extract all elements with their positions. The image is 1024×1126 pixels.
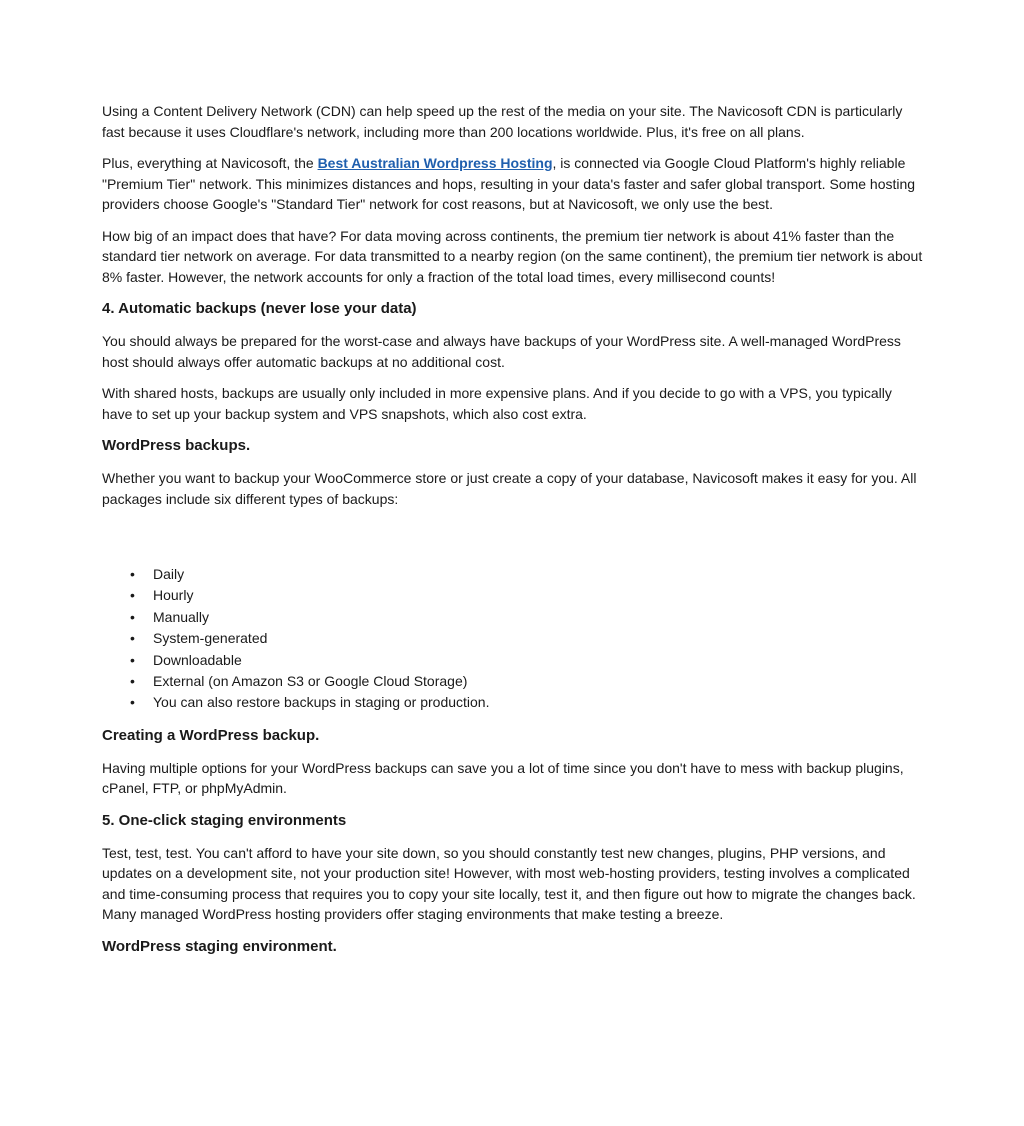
wordpress-staging-heading: WordPress staging environment. <box>102 937 337 955</box>
list-item: • Manually <box>153 607 924 628</box>
premium-tier-text-end: , is connected via Google Cloud Platform's highly reliable "Premium Tier" network. This minimizes distances and hops, resulting in your data's faster and safer global transport. Some hosting providers choose Google's "Standard Tier" network for cost reasons, but at Navicosoft, we only use the best. <box>102 155 916 212</box>
premium-tier-paragraph <box>102 153 924 215</box>
list-item: • Daily <box>153 564 924 585</box>
bullet-icon: • <box>130 608 135 625</box>
backup-types-list <box>102 564 924 714</box>
backups-intro-paragraph: You should always be prepared for the worst-case and always have backups of your WordPress site. A well-managed WordPress host should always offer automatic backups at no additional cost. <box>102 333 901 370</box>
list-item: • External (on Amazon S3 or Google Cloud Storage) <box>153 671 924 692</box>
cdn-paragraph: Using a Content Delivery Network (CDN) can help speed up the rest of the media on your site. The Navicosoft CDN is particularly fast because it uses Cloudflare's network, including more than 200 locations worldwide. Plus, it's free on all plans. <box>102 103 903 140</box>
bullet-icon: • <box>130 566 135 582</box>
list-item: • System-generated <box>153 628 924 649</box>
best-australian-wordpress-hosting-link[interactable]: Best Australian Wordpress Hosting <box>317 155 553 171</box>
spacer <box>102 520 924 564</box>
bullet-icon: • <box>130 673 135 690</box>
list-item: • Hourly <box>153 585 924 606</box>
backup-options-paragraph: Having multiple options for your WordPress backups can save you a lot of time since you don't have to mess with backup plugins, cPanel, FTP, or phpMyAdmin. <box>102 759 904 797</box>
bullet-icon: • <box>130 694 135 711</box>
list-item: • Downloadable <box>153 650 924 671</box>
premium-tier-text-start: Plus, everything at Navicosoft, the <box>102 155 318 171</box>
list-item: • You can also restore backups in staging or production. <box>153 692 924 713</box>
staging-paragraph: Test, test, test. You can't afford to have your site down, so you should constantly test new changes, plugins, PHP versions, and updates on a development site, not your production site! However, with most web-hosting providers, testing involves a complicated and time-consuming process that requires you to copy your site locally, test it, and then figure out how to migrate the changes back. Many managed WordPress hosting providers offer staging environments that make testing a breeze. <box>102 844 916 923</box>
bullet-icon: • <box>130 630 135 647</box>
bullet-icon: • <box>130 587 135 604</box>
bullet-icon: • <box>130 651 135 668</box>
staging-environments-heading: 5. One-click staging environments <box>102 811 347 829</box>
automatic-backups-heading: 4. Automatic backups (never lose your data) <box>102 300 417 317</box>
shared-hosts-paragraph: With shared hosts, backups are usually only included in more expensive plans. And if you decide to go with a VPS, you typically have to set up your backup system and VPS snapshots, which also cost extra. <box>102 385 892 422</box>
network-impact-paragraph: How big of an impact does that have? For data moving across continents, the premium tier network is about 41% faster than the standard tier network on average. For data transmitted to a nearby region (on the same continent), the premium tier network is about 8% faster. However, the network accounts for only a fraction of the total load times, every millisecond counts! <box>102 227 923 285</box>
document-page <box>102 101 924 969</box>
wordpress-backups-heading: WordPress backups. <box>102 437 251 454</box>
backup-types-intro-paragraph: Whether you want to backup your WooCommerce store or just create a copy of your database, Navicosoft makes it easy for you. All packages include six different types of backups: <box>102 470 917 507</box>
creating-backup-heading: Creating a WordPress backup. <box>102 726 320 744</box>
